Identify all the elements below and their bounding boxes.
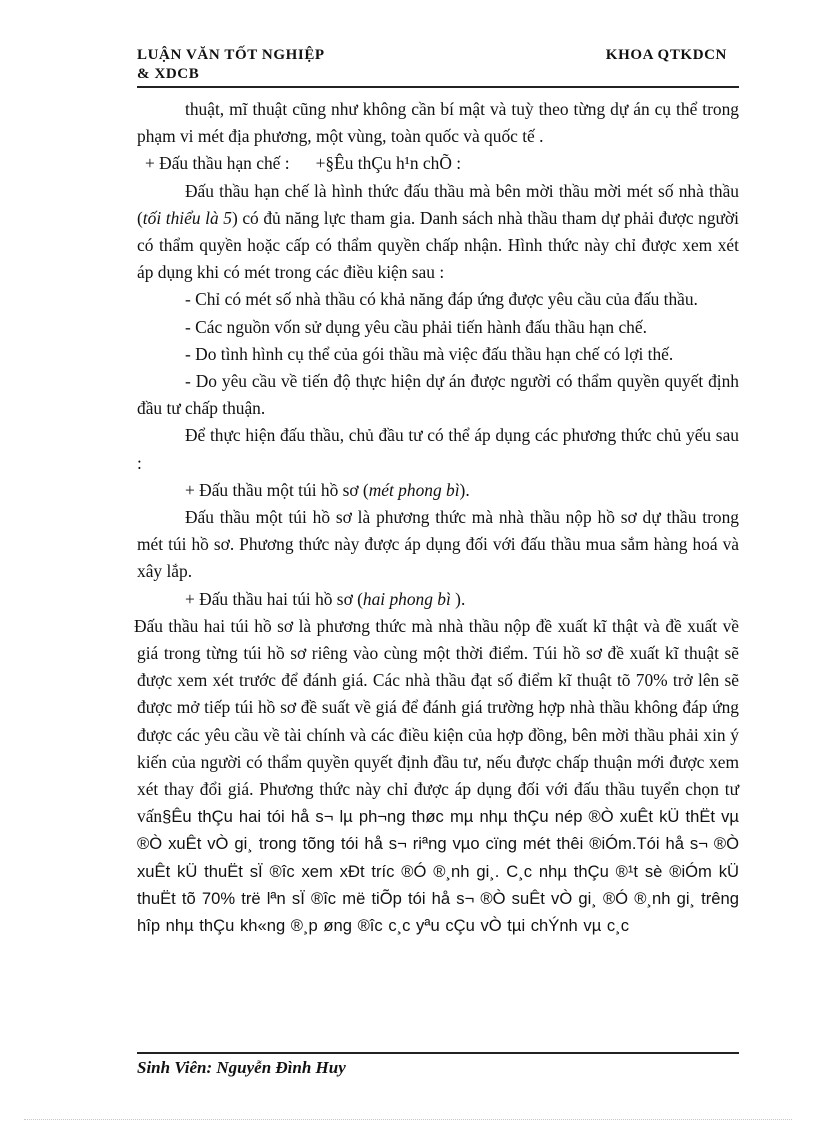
paragraph-11 <box>137 586 739 613</box>
paragraph-9 <box>137 477 739 504</box>
paragraph-10-text: Đấu thầu một túi hồ sơ là phương thức mà nhà thầu nộp hồ sơ dự thầu trong mét túi hồ sơ. Phương thức này được áp dụng đối với đấu thầu mua sắm hàng hoá và xây lắp. <box>137 507 739 582</box>
paragraph-9-italic: mét phong bì <box>368 479 460 500</box>
paragraph-12-garbled-text: §Êu thÇu hai tói hå s¬ lµ ph¬ng thøc mµ nhµ thÇu nép ®Ò xuÊt kÜ thËt vµ ®Ò xuÊt vÒ gi¸ trong tõng tói hå s¬ riªng vµo cïng mét thêi ®iÓm.Tói hå s¬ ®Ò xuÊt kÜ thuËt sÏ ®îc xem xÐt tríc ®Ó ®¸nh gi¸. C¸c nhµ thÇu ®¹t sè ®iÓm kÜ thuËt tõ 70% trë lªn sÏ ®îc më tiÕp tói hå s¬ ®Ò suÊt vÒ gi¸ ®Ó ®¸nh gi¸ trêng hîp nhµ thÇu kh«ng ®¸p øng ®îc c¸c yªu cÇu vÒ tµi chÝnh vµ c¸c <box>137 807 739 936</box>
paragraph-3-text-a: Đấu thầu hạn chế là hình thức đấu thầu mà bên mời thầu mời mét số nhà thầu ( <box>137 180 739 228</box>
document-body <box>134 96 739 939</box>
header-rule <box>137 86 739 88</box>
paragraph-8-text: Để thực hiện đấu thầu, chủ đầu tư có thể áp dụng các phương thức chủ yếu sau : <box>137 425 739 473</box>
paragraph-6 <box>137 341 739 368</box>
header-left <box>137 46 325 84</box>
header-faculty: KHOA QTKDCN <box>605 47 727 63</box>
paragraph-3-text-b: ) có đủ năng lực tham gia. Danh sách nhà thầu tham dự phải được người có thẩm quyền hoặc cấp có thẩm quyền chấp nhận. Hình thức này chỉ được xem xét áp dụng khi có mét trong các điều kiện sau : <box>137 207 739 283</box>
paragraph-12 <box>134 613 739 939</box>
paragraph-7 <box>137 368 739 422</box>
paragraph-7-text: - Do yêu cầu về tiến độ thực hiện dự án được người có thẩm quyền quyết định đầu tư chấp thuận. <box>137 371 739 419</box>
footer-rule <box>137 1052 739 1054</box>
paragraph-12-text: Đấu thầu hai túi hồ sơ là phương thức mà nhà thầu nộp đề xuất kĩ thật và đề xuất về giá trong từng túi hồ sơ riêng vào cùng một thời điểm. Túi hồ sơ đề xuất kĩ thuật sẽ được xem xét trước để đánh giá. Các nhà thầu đạt số điểm kĩ thuật tõ 70% trở lên sẽ được mở tiếp túi hồ sơ đề suất về giá để đánh giá trường hợp nhà thầu không đáp ứng được các yêu cầu về tài chính và các điều kiện của hợp đồng, bên mời thầu phải xin ý kiến của người có thẩm quyền quyết định đầu tư, nếu được chấp thuận mới được xem xét thay đổi giá. Phương thức này chỉ được áp dụng đối với đấu thầu tuyển chọn tư vấn <box>134 615 739 827</box>
paragraph-1-text: thuật, mĩ thuật cũng như không cần bí mật và tuỳ theo từng dự án cụ thể trong phạm vi mét địa phương, một vùng, toàn quốc và quốc tế . <box>137 99 739 147</box>
paragraph-4 <box>137 286 739 313</box>
paragraph-4-text: - Chỉ có mét số nhà thầu có khả năng đáp ứng được yêu cầu của đấu thầu. <box>185 289 698 310</box>
header-thesis-title: LUẬN VĂN TỐT NGHIỆP <box>137 47 325 63</box>
paragraph-2-text: + Đấu thầu hạn chế : +§Êu thÇu h¹n chÕ : <box>145 153 462 174</box>
header-department-suffix: & XDCB <box>137 66 200 82</box>
paragraph-9-text-a: + Đấu thầu một túi hồ sơ ( <box>185 479 369 500</box>
paragraph-2 <box>137 150 739 177</box>
paragraph-9-text-b: ). <box>459 479 470 500</box>
paragraph-3-italic: tối thiểu là 5 <box>142 207 232 228</box>
paragraph-8 <box>137 422 739 476</box>
paragraph-11-text-b: ). <box>450 588 466 609</box>
paragraph-1 <box>137 96 739 150</box>
paragraph-11-text-a: + Đấu thầu hai túi hồ sơ ( <box>185 588 363 609</box>
paragraph-11-italic: hai phong bì <box>362 588 451 609</box>
page-edge-divider <box>24 1119 792 1120</box>
paragraph-10 <box>137 504 739 586</box>
paragraph-3 <box>137 178 739 287</box>
footer-author: Sinh Viên: Nguyễn Đình Huy <box>137 1058 346 1077</box>
paragraph-6-text: - Do tình hình cụ thể của gói thầu mà việc đấu thầu hạn chế có lợi thế. <box>185 343 674 364</box>
paragraph-5 <box>137 314 739 341</box>
page-header <box>137 46 737 86</box>
paragraph-5-text: - Các nguồn vốn sử dụng yêu cầu phải tiến hành đấu thầu hạn chế. <box>185 316 647 337</box>
